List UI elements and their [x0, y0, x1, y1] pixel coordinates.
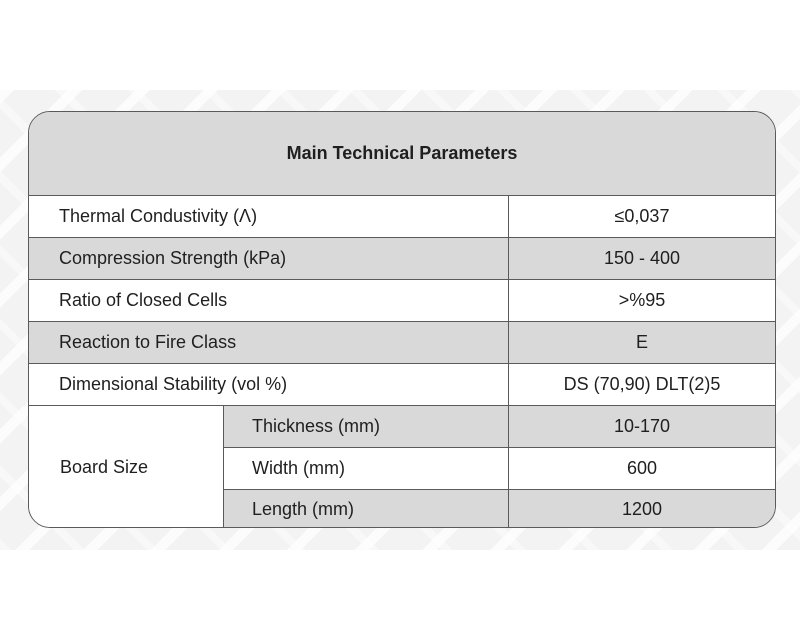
- board-row-length: [224, 490, 775, 528]
- row-label: Thermal Condustivity (Λ): [59, 206, 258, 226]
- row-value: >%95: [508, 280, 775, 321]
- board-size-label: Board Size: [29, 406, 224, 528]
- table-row-thermal-conductivity: [29, 196, 775, 238]
- board-size-group: [29, 406, 775, 528]
- board-row-label: Length (mm): [252, 499, 355, 519]
- row-label: Reaction to Fire Class: [59, 332, 237, 352]
- row-label: Ratio of Closed Cells: [59, 290, 228, 310]
- board-row-label: Thickness (mm): [252, 416, 381, 436]
- row-value: E: [508, 322, 775, 363]
- row-label: Dimensional Stability (vol %): [59, 374, 288, 394]
- parameters-table: [28, 111, 776, 528]
- board-row-value: 1200: [508, 490, 775, 528]
- board-row-value: 10-170: [508, 406, 775, 447]
- row-value: 150 - 400: [508, 238, 775, 279]
- table-row-fire-class: [29, 322, 775, 364]
- row-value: DS (70,90) DLT(2)5: [508, 364, 775, 405]
- board-row-thickness: [224, 406, 775, 448]
- table-row-compression-strength: [29, 238, 775, 280]
- table-row-dimensional-stability: [29, 364, 775, 406]
- board-row-label: Width (mm): [252, 458, 345, 478]
- board-row-width: [224, 448, 775, 490]
- row-label: Compression Strength (kPa): [59, 248, 287, 268]
- table-row-closed-cells: [29, 280, 775, 322]
- board-row-value: 600: [508, 448, 775, 489]
- table-title: Main Technical Parameters: [29, 112, 775, 196]
- row-value: ≤0,037: [508, 196, 775, 237]
